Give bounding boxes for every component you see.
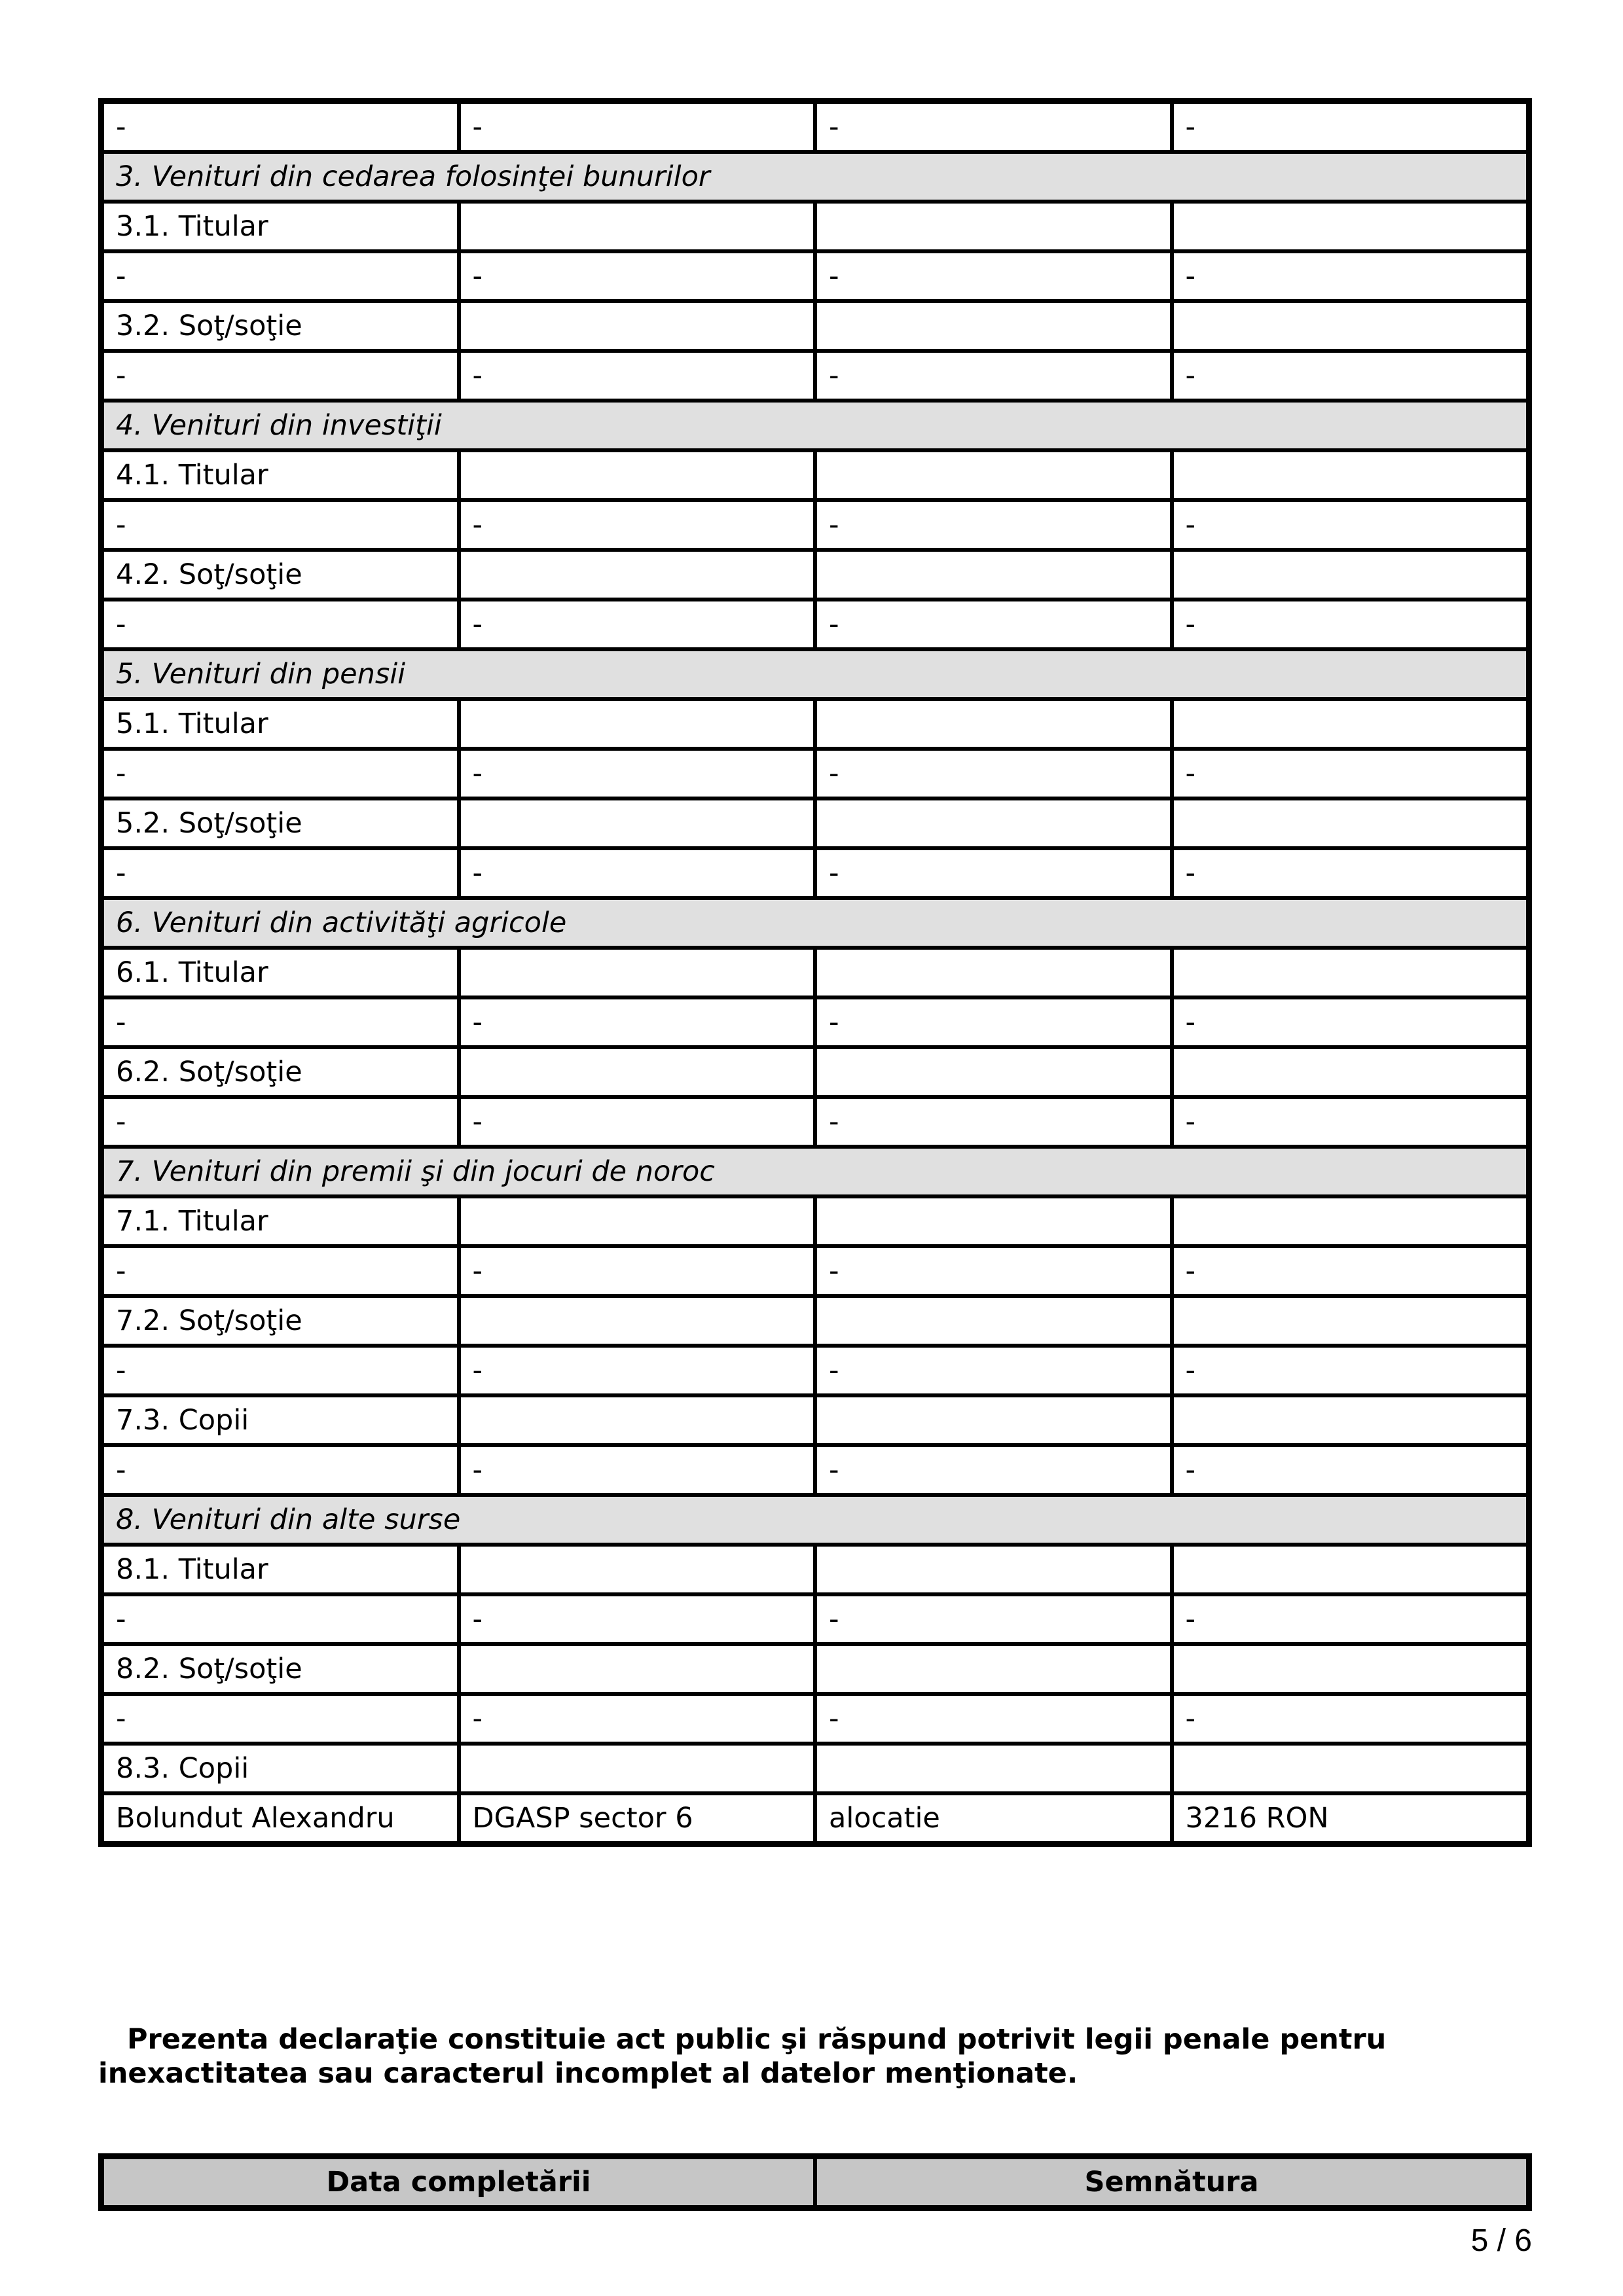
table-cell: - bbox=[815, 1246, 1172, 1296]
table-cell: 7.1. Titular bbox=[102, 1196, 459, 1246]
table-cell bbox=[1172, 1744, 1529, 1793]
table-row bbox=[102, 600, 1528, 649]
table-row bbox=[102, 1545, 1528, 1594]
table-cell: - bbox=[102, 1594, 459, 1644]
table-cell: - bbox=[459, 749, 816, 798]
table-row bbox=[102, 301, 1528, 351]
table-cell: - bbox=[815, 1097, 1172, 1147]
table-cell bbox=[459, 301, 816, 351]
table-row bbox=[102, 251, 1528, 301]
table-row bbox=[102, 500, 1528, 550]
table-row bbox=[102, 1445, 1528, 1495]
signature-table-header bbox=[102, 2157, 1528, 2207]
section-title: 4. Venituri din investiţii bbox=[102, 401, 1528, 450]
table-cell: - bbox=[1172, 600, 1529, 649]
table-cell bbox=[815, 798, 1172, 848]
table-cell: - bbox=[459, 1097, 816, 1147]
table-cell: - bbox=[1172, 1594, 1529, 1644]
table-cell bbox=[1172, 948, 1529, 997]
table-cell bbox=[1172, 301, 1529, 351]
signature-header: Semnătura bbox=[815, 2157, 1528, 2207]
section-title: 3. Venituri din cedarea folosinţei bunurilor bbox=[102, 152, 1528, 202]
table-cell bbox=[1172, 550, 1529, 600]
table-cell: 6.1. Titular bbox=[102, 948, 459, 997]
table-row bbox=[102, 1296, 1528, 1346]
section-title: 5. Venituri din pensii bbox=[102, 649, 1528, 699]
table-cell: - bbox=[102, 1346, 459, 1395]
date-header: Data completării bbox=[102, 2157, 815, 2207]
table-cell: - bbox=[815, 848, 1172, 898]
table-cell bbox=[459, 798, 816, 848]
table-cell bbox=[459, 1744, 816, 1793]
table-cell: 3.2. Soţ/soţie bbox=[102, 301, 459, 351]
table-cell bbox=[459, 1296, 816, 1346]
table-cell: 7.3. Copii bbox=[102, 1395, 459, 1445]
page-number: 5 / 6 bbox=[1470, 2223, 1532, 2258]
table-cell: - bbox=[1172, 1246, 1529, 1296]
table-row bbox=[102, 1395, 1528, 1445]
table-row bbox=[102, 102, 1528, 152]
table-cell bbox=[459, 550, 816, 600]
table-cell: 8.3. Copii bbox=[102, 1744, 459, 1793]
table-cell: alocatie bbox=[815, 1793, 1172, 1843]
table-cell: - bbox=[815, 1445, 1172, 1495]
declaration-statement: Prezenta declaraţie constituie act public şi răspund potrivit legii penale pentru inexactitatea sau caracterul incomplet al datelor menţionate. bbox=[98, 2023, 1387, 2090]
table-row bbox=[102, 948, 1528, 997]
table-cell bbox=[459, 1545, 816, 1594]
table-cell bbox=[1172, 1644, 1529, 1694]
table-row bbox=[102, 1246, 1528, 1296]
table-cell: 4.1. Titular bbox=[102, 450, 459, 500]
table-row bbox=[102, 1047, 1528, 1097]
table-cell bbox=[459, 450, 816, 500]
table-cell: - bbox=[1172, 749, 1529, 798]
table-cell: - bbox=[459, 351, 816, 401]
table-cell bbox=[459, 1047, 816, 1097]
table-cell: 5.2. Soţ/soţie bbox=[102, 798, 459, 848]
table-cell bbox=[1172, 202, 1529, 251]
table-cell bbox=[459, 1644, 816, 1694]
table-cell: - bbox=[102, 600, 459, 649]
table-cell: - bbox=[815, 1694, 1172, 1744]
table-row bbox=[102, 1793, 1528, 1843]
table-cell bbox=[1172, 1395, 1529, 1445]
table-row bbox=[102, 1346, 1528, 1395]
table-cell bbox=[459, 1196, 816, 1246]
table-cell: - bbox=[459, 600, 816, 649]
table-cell: - bbox=[459, 1594, 816, 1644]
table-row bbox=[102, 550, 1528, 600]
table-cell: - bbox=[102, 1445, 459, 1495]
table-row bbox=[102, 202, 1528, 251]
table-cell: - bbox=[815, 102, 1172, 152]
table-cell: - bbox=[102, 1246, 459, 1296]
table-cell: 7.2. Soţ/soţie bbox=[102, 1296, 459, 1346]
table-cell: 8.1. Titular bbox=[102, 1545, 459, 1594]
table-cell: - bbox=[459, 848, 816, 898]
table-cell bbox=[815, 1047, 1172, 1097]
table-cell: - bbox=[102, 251, 459, 301]
table-cell: - bbox=[102, 1694, 459, 1744]
table-cell: - bbox=[459, 251, 816, 301]
table-row bbox=[102, 1744, 1528, 1793]
table-cell bbox=[1172, 798, 1529, 848]
table-cell bbox=[459, 1395, 816, 1445]
table-cell: - bbox=[815, 749, 1172, 798]
table-cell bbox=[815, 1296, 1172, 1346]
table-row bbox=[102, 1196, 1528, 1246]
table-cell: - bbox=[102, 351, 459, 401]
table-row bbox=[102, 1097, 1528, 1147]
table-cell bbox=[815, 1545, 1172, 1594]
table-cell bbox=[815, 1395, 1172, 1445]
table-cell: - bbox=[102, 848, 459, 898]
table-cell: - bbox=[1172, 848, 1529, 898]
table-cell: 3.1. Titular bbox=[102, 202, 459, 251]
section-header-row bbox=[102, 1147, 1528, 1196]
table-row bbox=[102, 1694, 1528, 1744]
table-cell: - bbox=[459, 500, 816, 550]
table-cell: - bbox=[1172, 351, 1529, 401]
table-cell: - bbox=[459, 997, 816, 1047]
section-header-row bbox=[102, 649, 1528, 699]
table-cell bbox=[815, 301, 1172, 351]
table-row bbox=[102, 798, 1528, 848]
table-row bbox=[102, 450, 1528, 500]
table-cell: 5.1. Titular bbox=[102, 699, 459, 749]
table-cell: 6.2. Soţ/soţie bbox=[102, 1047, 459, 1097]
table-row bbox=[102, 1644, 1528, 1694]
table-cell: - bbox=[1172, 1694, 1529, 1744]
table-cell: - bbox=[1172, 251, 1529, 301]
table-cell: - bbox=[459, 102, 816, 152]
table-cell: - bbox=[459, 1445, 816, 1495]
table-cell bbox=[815, 1744, 1172, 1793]
table-cell: Bolundut Alexandru bbox=[102, 1793, 459, 1843]
table-cell: - bbox=[1172, 1097, 1529, 1147]
section-header-row bbox=[102, 1495, 1528, 1545]
table-cell bbox=[815, 550, 1172, 600]
table-cell: - bbox=[102, 500, 459, 550]
table-cell: - bbox=[102, 997, 459, 1047]
table-cell bbox=[1172, 1545, 1529, 1594]
table-cell bbox=[815, 699, 1172, 749]
table-cell: - bbox=[102, 1097, 459, 1147]
table-cell bbox=[1172, 450, 1529, 500]
table-row bbox=[102, 699, 1528, 749]
section-title: 7. Venituri din premii şi din jocuri de noroc bbox=[102, 1147, 1528, 1196]
table-row bbox=[102, 351, 1528, 401]
table-cell: - bbox=[815, 1346, 1172, 1395]
section-header-row bbox=[102, 898, 1528, 948]
table-cell bbox=[815, 202, 1172, 251]
table-cell bbox=[815, 948, 1172, 997]
table-cell bbox=[815, 450, 1172, 500]
table-cell: - bbox=[815, 600, 1172, 649]
table-cell: - bbox=[459, 1694, 816, 1744]
table-cell: - bbox=[459, 1346, 816, 1395]
table-cell bbox=[1172, 1047, 1529, 1097]
table-cell: 4.2. Soţ/soţie bbox=[102, 550, 459, 600]
section-header-row bbox=[102, 401, 1528, 450]
table-cell: DGASP sector 6 bbox=[459, 1793, 816, 1843]
table-cell: - bbox=[815, 500, 1172, 550]
income-table-body bbox=[102, 102, 1528, 1843]
table-cell bbox=[1172, 699, 1529, 749]
table-cell bbox=[815, 1644, 1172, 1694]
table-cell: - bbox=[815, 351, 1172, 401]
section-title: 8. Venituri din alte surse bbox=[102, 1495, 1528, 1545]
table-row bbox=[102, 848, 1528, 898]
section-header-row bbox=[102, 152, 1528, 202]
table-cell bbox=[459, 948, 816, 997]
signature-table bbox=[98, 2153, 1532, 2211]
section-title: 6. Venituri din activităţi agricole bbox=[102, 898, 1528, 948]
table-cell bbox=[1172, 1296, 1529, 1346]
table-cell: - bbox=[815, 1594, 1172, 1644]
table-cell: - bbox=[102, 749, 459, 798]
income-table bbox=[98, 98, 1532, 1847]
table-cell: 8.2. Soţ/soţie bbox=[102, 1644, 459, 1694]
table-cell: - bbox=[815, 251, 1172, 301]
table-cell bbox=[459, 202, 816, 251]
table-row bbox=[102, 749, 1528, 798]
table-cell: - bbox=[1172, 997, 1529, 1047]
table-cell: - bbox=[1172, 500, 1529, 550]
table-cell: 3216 RON bbox=[1172, 1793, 1529, 1843]
table-cell bbox=[815, 1196, 1172, 1246]
table-row bbox=[102, 1594, 1528, 1644]
table-cell: - bbox=[1172, 102, 1529, 152]
table-row bbox=[102, 997, 1528, 1047]
table-cell: - bbox=[459, 1246, 816, 1296]
table-cell: - bbox=[815, 997, 1172, 1047]
table-cell: - bbox=[1172, 1346, 1529, 1395]
table-cell: - bbox=[102, 102, 459, 152]
table-cell bbox=[459, 699, 816, 749]
table-cell bbox=[1172, 1196, 1529, 1246]
table-cell: - bbox=[1172, 1445, 1529, 1495]
